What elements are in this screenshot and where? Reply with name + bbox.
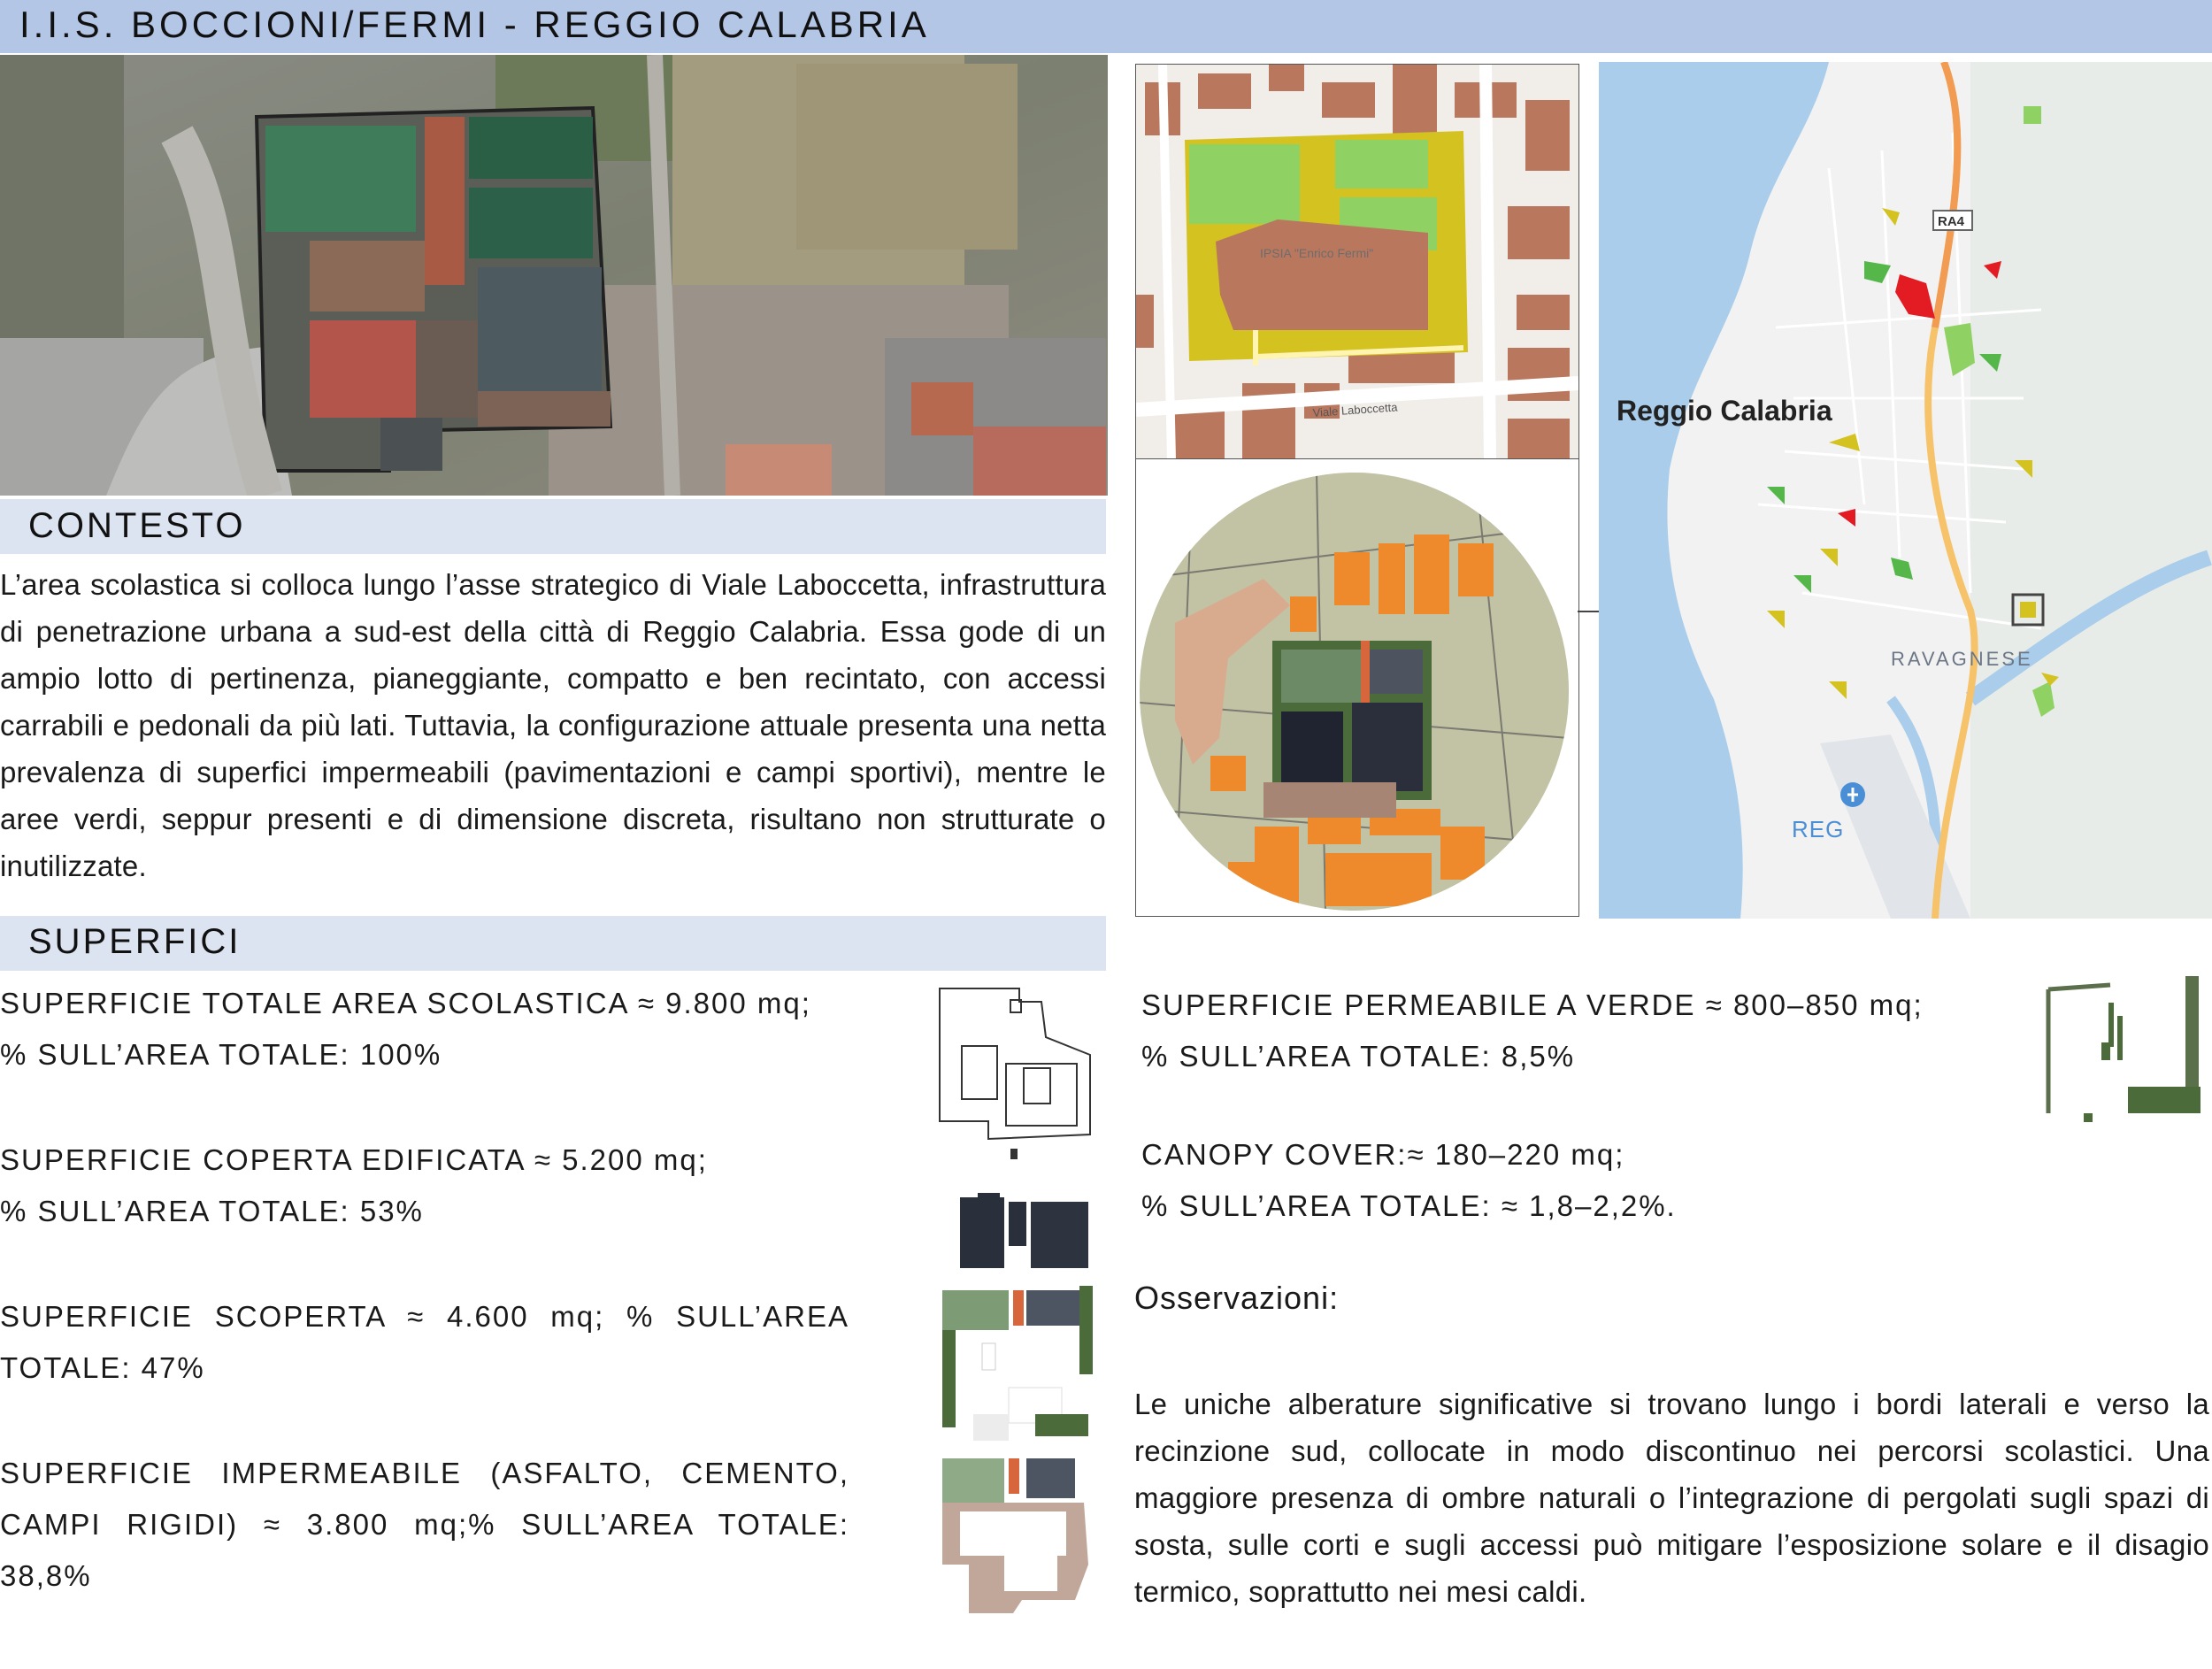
stat-impermeabile: [0, 1448, 849, 1602]
stat-totale-line2: % SULL’AREA TOTALE: 100%: [0, 1038, 442, 1071]
stat-scoperta: [0, 1291, 849, 1394]
diagram-uncovered: [938, 1281, 1097, 1450]
stat-permeabile-line1: SUPERFICIE PERMEABILE A VERDE ≈ 800–850 mq;: [1141, 988, 1924, 1021]
stat-totale-line1: SUPERFICIE TOTALE AREA SCOLASTICA ≈ 9.800 mq;: [0, 987, 811, 1019]
contesto-text: L’area scolastica si colloca lungo l’asse strategico di Viale Laboccetta, infrastruttura di penetrazione urbana a sud-est della città di Reggio Calabria. Essa gode di un ampio lotto di pertinenza, pianeggiante, compatto e ben recintato, con accessi carrabili e pedonali da più lati. Tuttavia, la configurazione attuale presenta una netta prevalenza di superfici impermeabili (pavimentazioni e campi sportivi), mentre le aree verdi, seppur presenti e di dimensione discreta, risultano non strutturate o inutilizzate.: [0, 568, 1106, 882]
contesto-heading: CONTESTO: [28, 506, 246, 545]
stat-permeabile: [1141, 980, 1938, 1082]
street-label: Viale Laboccetta: [1312, 400, 1398, 419]
diagram-impermeable: [942, 1458, 1102, 1618]
stat-impermeabile-line1: SUPERFICIE IMPERMEABILE (ASFALTO, CEMENTO, CAMPI RIGIDI) ≈ 3.800 mq;% SULL’AREA TOTALE: 38,8%: [0, 1457, 849, 1592]
diagram-green: [2039, 972, 2203, 1131]
osservazioni-text: Le uniche alberature significative si trovano lungo i bordi laterali e verso la recinzione sud, collocate in modo discontinuo nei percorsi scolastici. Una maggiore presenza di ombre naturali o l’integrazione di pergolati sugli spazi di sosta, sulle corti e sugli accessi può mitigare l’esposizione solare e il disagio termico, soprattutto nei mesi caldi.: [1134, 1388, 2209, 1608]
osservazioni-title: Osservazioni:: [1134, 1280, 1340, 1316]
superfici-heading: SUPERFICI: [28, 922, 242, 961]
city-label: Reggio Calabria: [1617, 395, 1832, 427]
circle-detail-map: [1140, 473, 1569, 911]
stat-totale: [0, 978, 849, 1081]
stat-canopy-line2: % SULL’AREA TOTALE: ≈ 1,8–2,2%.: [1141, 1189, 1677, 1222]
stat-coperta-line1: SUPERFICIE COPERTA EDIFICATA ≈ 5.200 mq;: [0, 1143, 708, 1176]
airport-label: REG: [1792, 816, 1845, 842]
stat-scoperta-line1: SUPERFICIE SCOPERTA ≈ 4.600 mq; % SULL’AREA TOTALE: 47%: [0, 1300, 849, 1384]
diagram-outline: [935, 984, 1094, 1161]
city-map: [1599, 62, 2212, 919]
stat-canopy: [1141, 1129, 1938, 1232]
stat-coperta: [0, 1134, 849, 1237]
diagram-built: [960, 1193, 1093, 1273]
page-title: I.I.S. BOCCIONI/FERMI - REGGIO CALABRIA: [19, 4, 930, 45]
school-label: IPSIA "Enrico Fermi": [1260, 246, 1374, 260]
stat-coperta-line2: % SULL’AREA TOTALE: 53%: [0, 1195, 424, 1227]
aerial-photo: [0, 55, 1108, 496]
cadastral-map: [1135, 64, 1579, 460]
stat-canopy-line1: CANOPY COVER:≈ 180–220 mq;: [1141, 1138, 1625, 1171]
road-label: RA4: [1938, 214, 1965, 229]
district-label: RAVAGNESE: [1891, 648, 2033, 670]
stat-permeabile-line2: % SULL’AREA TOTALE: 8,5%: [1141, 1040, 1576, 1073]
